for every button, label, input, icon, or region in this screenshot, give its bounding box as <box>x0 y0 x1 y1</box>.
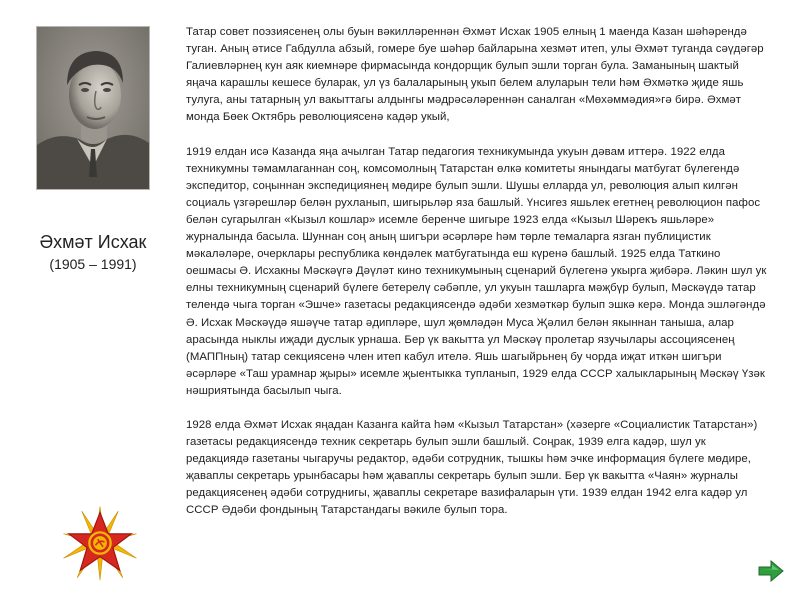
biography-paragraph: 1919 елдан исә Казанда яңа ачылган Татар педагогия техникумында укуын дәвам иттерә. 1922 елда техникумны тәмамлаганнан соң, комсомолның Татарстан өлкә комитеты янындагы матбугат бүлегендә экспедитор, соңыннан экспедициянең мөдире булып эшли. Шушы елларда ул, революция алып килгән социаль үзгәрешләр белән рухланып, шигырьләр яза башлый. Үнсигез яшьлек егетнең революцион пафос белән сугарылган «Кызыл кошлар» исемле беренче шигыре 1923 елда «Кызыл Шәрекъ яшьләре» журналында басыла. Шуннан соң аның шигъри әсәрләре һәм төрле темаларга язган публицистик мәкаләләре, очерклары республика көндәлек матбугатында еш күренә башлый. 1925 елда Таткино оешмасы Ә. Исхакны Мәскәүгә Дәүләт кино техникумының сценарий бүлегенә укырга җибәрә. Ләкин шул ук елны техникумның сценарий бүлеге бетерелү сәбәпле, ул укуын ташларга мәҗбүр булып, Мәскәүдә татар телендә чыга торган «Эшче» газетасы редакциясендә әдәби хезмәткәр булып эшкә керә. Монда эшләгәндә Ә. Исхак Мәскәүдә яшәүче татар әдипләре, шул җөмләдән Муса Җәлил белән якыннан таныша, алар арасында ныклы иҗади дуслык урнаша. Бер үк вакытта ул Мәскәү пролетар язучылары ассоциясенең (МАППның) татар секциясенә член итеп кабул ителә. Яшь шагыйрьнең бу чорда иҗат иткән шигъри әсәрләре «Таш урамнар җыры» исемле җыентыкка тупланып, 1929 елда СССР халыкларының Мәскәү Үзәк нәшриятында басылып чыга. <box>186 145 767 397</box>
person-name: Әхмәт Исхак <box>39 232 147 252</box>
portrait-photo-icon <box>37 27 149 189</box>
biography-text <box>186 24 768 537</box>
next-arrow-icon[interactable] <box>758 560 784 582</box>
biography-paragraph: 1928 елда Әхмәт Исхак яңадан Казанга кайта һәм «Кызыл Татарстан» (хәзерге «Социалистик Татарстан») газетасы редакциясендә техник секретарь булып эшли башлый. Соңрак, 1939 елга кадәр, шул ук редакциядә газетаны чыгаручы редактор, әдәби сотрудник, тышкы һәм эчке информация бүлеге мөдире, җаваплы секретарь урынбасары һәм җаваплы секретарь булып эшли. Бер үк вакытта «Чаян» журналы редакциясенең әдәби сотруднигы, җаваплы секретаре вазифаларын үти. 1939 елдан 1942 елга кадәр ул СССР Әдәби фондының Татарстандагы вәкиле булып тора. <box>186 418 758 517</box>
person-years: (1905 – 1991) <box>49 256 137 272</box>
biography-paragraph: Татар совет поэзиясенең олы буын вәкилләреннән Әхмәт Исхак 1905 елның 1 маенда Казан шәһәрендә туган. Аның әтисе Габдулла абзый, гомере буе шәһәр байларына хезмәт итеп, улы Әхмәт туганда сәүдәгәр Галиевләрнең кун аяк киемнәре фирмасында кондорщик булып эшли торган була. Заманының шактый яңача карашлы кешесе буларак, ул үз балаларының укып белем алуларын тели һәм Әхмәткә җиде яшь тулуга, аны татарның ул вакыттагы алдынгы мәдрәсәләреннән саналган «Мөхәммәдия»гә бирә. Әхмәт монда Бөек Октябрь революциясенә кадәр укый, <box>186 26 764 124</box>
order-of-patriotic-war-icon <box>62 505 138 581</box>
portrait-photo <box>37 27 149 189</box>
